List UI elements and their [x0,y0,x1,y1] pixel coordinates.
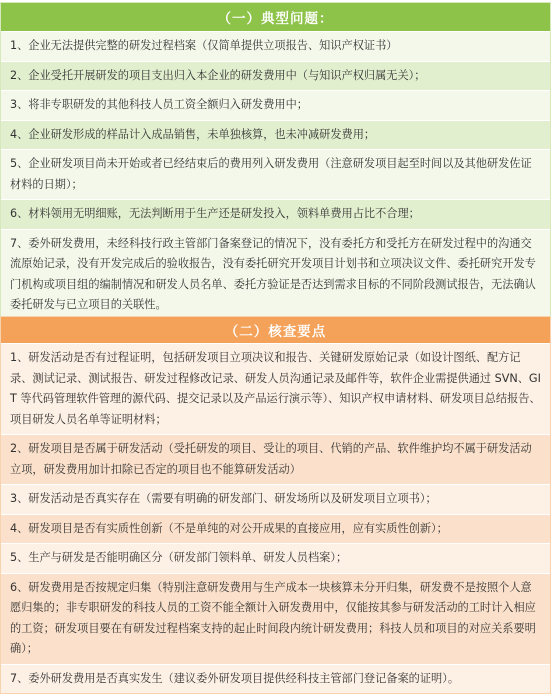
problem-item-7: 7、委外研发费用，未经科技行政主管部门备案登记的情况下，没有委托方和受托方在研发过程中的沟通交流原始记录，没有开发完成后的验收报告，没有委托研究开发项目计划书和立项决议文件、委托研究开发专门机构或项目组的编制情况和研发人员名单、委托方验证是否达到需求目标的不同阶段测试报告，无法确认委托研发与已立项目的关联性。 [1,229,550,320]
check-item-1: 1、研发活动是否有过程证明，包括研发项目立项决议和报告、关键研发原始记录（如设计图纸、配方记录、测试记录、测试报告、研发过程修改记录、研发人员沟通记录及邮件等，软件企业需提供通过 SVN、GIT 等代码管理软件管理的源代码、提交记录以及产品运行演示等）、知识产权申请材料、研发项目总结报告、项目研发人员名单等证明材料； [1,343,550,434]
typical-problems-section [0,2,551,321]
check-item-4: 4、研发项目是否有实质性创新（不是单纯的对公开成果的直接应用，应有实质性创新）； [1,514,550,544]
typical-problems-header: （一）典型问题： [1,3,550,31]
problem-item-1: 1、企业无法提供完整的研发过程档案（仅简单提供立项报告、知识产权证书） [1,31,550,61]
problem-item-5: 5、企业研发项目尚未开始或者已经结束后的费用列入研发费用（注意研发项目起至时间以及其他研发佐证材料的日期）； [1,149,550,199]
check-item-6: 6、研发费用是否按规定归集（特别注意研发费用与生产成本一块核算未分开归集，研发费不是按照个人意愿归集的；非专职研发的科技人员的工资不能全额计入研发费用中，仅能按其参与研发活动的工时计入相应的工资；研发项目要在有研发过程档案支持的起止时间段内统计研发费用；科技人员和项目的对应关系要明确）； [1,573,550,664]
check-item-2: 2、研发项目是否属于研发活动（受托研发的项目、受让的项目、代销的产品、软件维护均不属于研发活动立项，研发费用加计扣除已否定的项目也不能算研发活动） [1,434,550,484]
problem-item-6: 6、材料领用无明细账，无法判断用于生产还是研发投入，领料单费用占比不合理； [1,199,550,229]
problem-item-4: 4、企业研发形成的样品计入成品销售，未单独核算，也未冲减研发费用； [1,120,550,150]
check-points-section [0,316,551,694]
problem-item-3: 3、将非专职研发的其他科技人员工资全额归入研发费用中； [1,90,550,120]
check-item-3: 3、研发活动是否真实存在（需要有明确的研发部门、研发场所以及研发项目立项书）； [1,484,550,514]
check-item-5: 5、生产与研发是否能明确区分（研发部门领料单、研发人员档案）； [1,543,550,573]
check-points-header: （二）核查要点 [1,317,550,343]
problem-item-2: 2、企业受托开展研发的项目支出归入本企业的研发费用中（与知识产权归属无关）； [1,61,550,91]
check-item-7: 7、委外研发费用是否真实发生（建议委外研发项目提供经科技主管部门登记备案的证明）。 [1,664,550,694]
